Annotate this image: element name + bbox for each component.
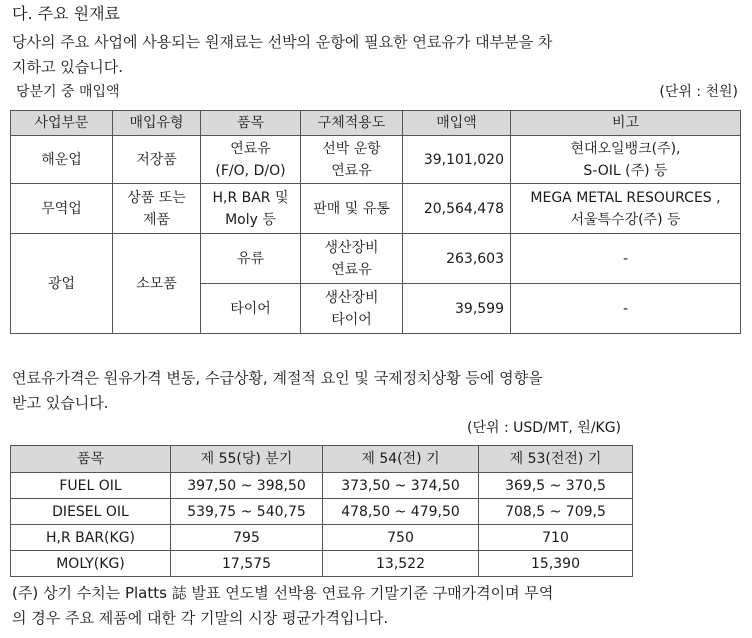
- footnote-line1: (주) 상기 수치는 Platts 誌 발표 연도별 선박용 연료유 기말기준 구매가격이며 무역: [12, 584, 554, 602]
- price-p55: 17,575: [171, 551, 323, 577]
- price-p54: 13,522: [323, 551, 479, 577]
- mining-fuel-use-line2: 연료유: [331, 261, 372, 278]
- price-p54: 478,50 ~ 479,50: [323, 499, 479, 525]
- trade-use: 판매 및 유통: [301, 184, 403, 234]
- mining-tire-amount: 39,599: [403, 284, 511, 334]
- trade-type-line2: 제품: [142, 211, 171, 228]
- shipping-division: 해운업: [11, 136, 113, 184]
- intro-text-line2: 지하고 있습니다.: [12, 58, 123, 76]
- shipping-use-line2: 연료유: [331, 162, 372, 179]
- price-p55: 539,75 ~ 540,75: [171, 499, 323, 525]
- trade-type: [113, 184, 201, 234]
- price-p53: 15,390: [479, 551, 633, 577]
- shipping-use-line1: 선박 운항: [322, 140, 381, 157]
- trade-amount: 20,564,478: [403, 184, 511, 234]
- shipping-note-line1: 현대오일뱅크(주),: [570, 140, 681, 157]
- trade-note-line1: MEGA METAL RESOURCES ,: [530, 189, 721, 206]
- table-row-trade: [11, 184, 741, 234]
- shipping-item: [201, 136, 301, 184]
- purchase-header-row: [11, 111, 741, 136]
- price-p53: 710: [479, 525, 633, 551]
- price-header-p55: 제 55(당) 분기: [171, 446, 323, 473]
- table-row: [11, 551, 633, 577]
- mining-tire-use-line1: 생산장비: [324, 289, 379, 306]
- price-p55: 795: [171, 525, 323, 551]
- price-text-line2: 받고 있습니다.: [12, 394, 109, 412]
- trade-item-line2: Moly 등: [225, 211, 276, 228]
- header-amount: 매입액: [403, 111, 511, 136]
- mining-tire-item: 타이어: [201, 284, 301, 334]
- price-p53: 369,5 ~ 370,5: [479, 473, 633, 499]
- price-p54: 750: [323, 525, 479, 551]
- trade-item: [201, 184, 301, 234]
- shipping-amount: 39,101,020: [403, 136, 511, 184]
- price-header-p54: 제 54(전) 기: [323, 446, 479, 473]
- price-item: FUEL OIL: [11, 473, 171, 499]
- shipping-note: [511, 136, 741, 184]
- price-table: [10, 445, 633, 577]
- price-item: MOLY(KG): [11, 551, 171, 577]
- purchase-unit: (단위 : 천원): [659, 84, 738, 100]
- header-purchase-type: 매입유형: [113, 111, 201, 136]
- shipping-type: 저장품: [113, 136, 201, 184]
- mining-fuel-amount: 263,603: [403, 234, 511, 284]
- price-item: DIESEL OIL: [11, 499, 171, 525]
- footnote-line2: 의 경우 주요 제품에 대한 각 기말의 시장 평균가격입니다.: [12, 609, 389, 627]
- section-title: 다. 주요 원재료: [12, 4, 120, 23]
- trade-item-line1: H,R BAR 및: [212, 189, 289, 206]
- price-header-row: [11, 446, 633, 473]
- mining-tire-use: [301, 284, 403, 334]
- shipping-use: [301, 136, 403, 184]
- intro-text-line1: 당사의 주요 사업에 사용되는 원재료는 선박의 운항에 필요한 연료유가 대부분을 차: [12, 33, 553, 51]
- table-row-shipping: [11, 136, 741, 184]
- purchase-table: [10, 110, 741, 334]
- mining-tire-use-line2: 타이어: [331, 311, 372, 328]
- header-use: 구체적용도: [301, 111, 403, 136]
- price-p53: 708,5 ~ 709,5: [479, 499, 633, 525]
- mining-fuel-use-line1: 생산장비: [324, 239, 379, 256]
- price-text-line1: 연료유가격은 원유가격 변동, 수급상황, 계절적 요인 및 국제정치상황 등에 영향을: [12, 369, 543, 387]
- price-header-p53: 제 53(전전) 기: [479, 446, 633, 473]
- price-header-item: 품목: [11, 446, 171, 473]
- price-p55: 397,50 ~ 398,50: [171, 473, 323, 499]
- mining-fuel-item: 유류: [201, 234, 301, 284]
- shipping-note-line2: S-OIL (주) 등: [583, 162, 668, 179]
- mining-tire-note: -: [511, 284, 741, 334]
- trade-note: [511, 184, 741, 234]
- header-division: 사업부문: [11, 111, 113, 136]
- table-row-mining-fuel: [11, 234, 741, 284]
- price-p54: 373,50 ~ 374,50: [323, 473, 479, 499]
- header-note: 비고: [511, 111, 741, 136]
- mining-fuel-note: -: [511, 234, 741, 284]
- trade-type-line1: 상품 또는: [127, 189, 186, 206]
- price-unit: (단위 : USD/MT, 원/KG): [467, 420, 622, 436]
- purchase-label: 당분기 중 매입액: [16, 84, 120, 100]
- header-item: 품목: [201, 111, 301, 136]
- shipping-item-line2: (F/O, D/O): [215, 162, 286, 179]
- trade-division: 무역업: [11, 184, 113, 234]
- mining-type: 소모품: [113, 234, 201, 334]
- trade-note-line2: 서울특수강(주) 등: [570, 211, 681, 228]
- mining-fuel-use: [301, 234, 403, 284]
- table-row: [11, 499, 633, 525]
- table-row: [11, 525, 633, 551]
- price-item: H,R BAR(KG): [11, 525, 171, 551]
- mining-division: 광업: [11, 234, 113, 334]
- table-row: [11, 473, 633, 499]
- shipping-item-line1: 연료유: [230, 140, 271, 157]
